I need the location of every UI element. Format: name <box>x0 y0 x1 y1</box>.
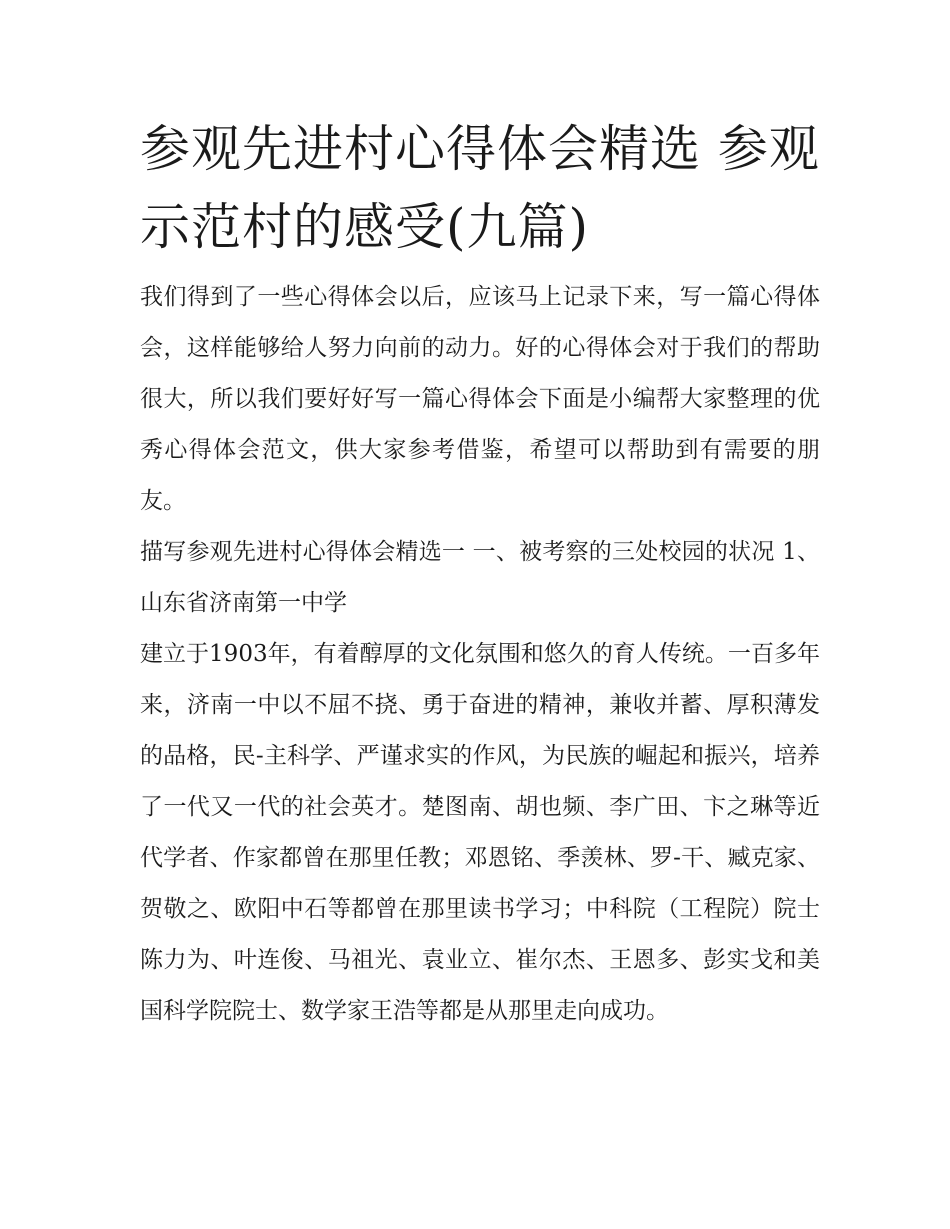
document-title: 参观先进村心得体会精选 参观示范村的感受(九篇) <box>140 120 820 256</box>
paragraph-intro: 我们得到了一些心得体会以后，应该马上记录下来，写一篇心得体会，这样能够给人努力向前的动力。好的心得体会对于我们的帮助很大，所以我们要好好写一篇心得体会下面是小编帮大家整理的优秀心得体会范文，供大家参考借鉴，希望可以帮助到有需要的朋友。 <box>140 284 820 514</box>
paragraph-section-heading: 描写参观先进村心得体会精选一 一、被考察的三处校园的状况 1、山东省济南第一中学 <box>140 539 820 616</box>
paragraph-school-description: 建立于1903年，有着醇厚的文化氛围和悠久的育人传统。一百多年来，济南一中以不屈不挠、勇于奋进的精神，兼收并蓄、厚积薄发的品格，民-主科学、严谨求实的作风，为民族的崛起和振兴，培养了一代又一代的社会英才。楚图南、胡也频、李广田、卞之琳等近代学者、作家都曾在那里任教；邓恩铭、季羡林、罗-干、臧克家、贺敬之、欧阳中石等都曾在那里读书学习；中科院（工程院）院士陈力为、叶连俊、马祖光、袁业立、崔尔杰、王恩多、彭实戈和美国科学院院士、数学家王浩等都是从那里走向成功。 <box>140 641 820 1024</box>
document-page <box>140 110 820 1037</box>
